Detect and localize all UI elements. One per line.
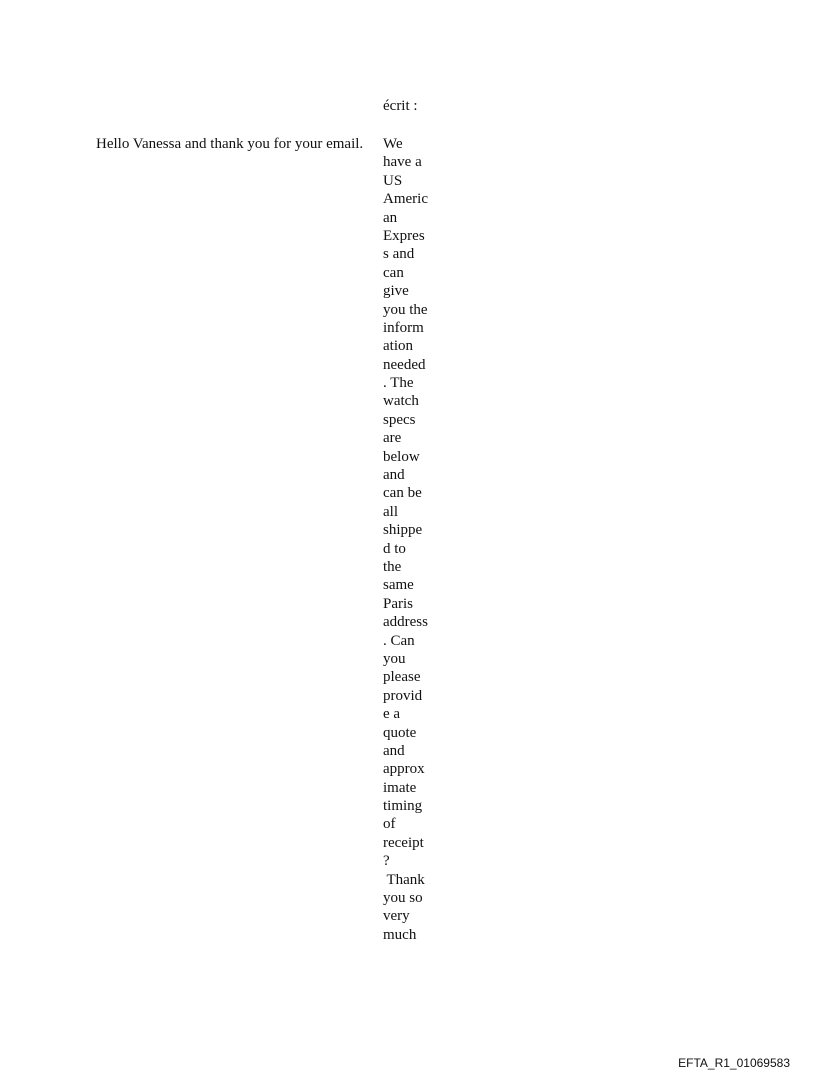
email-body-line: s and [383,246,415,263]
email-body-line: ation [383,338,413,355]
email-body-line: you [383,650,406,667]
email-body-line: timing [383,798,423,815]
email-body-line: shippe [383,522,423,539]
email-body-line: ? [383,853,390,870]
email-body-line: all [383,503,398,520]
email-body-line: inform [383,319,424,336]
email-body-line: Expres [383,227,425,244]
document-id-footer: EFTA_R1_01069583 [678,1056,790,1070]
email-body-line: have a [383,154,422,171]
email-body-line: same [383,577,414,594]
email-body-line: quote [383,724,417,741]
email-body-line: are [383,430,402,447]
email-body-line: please [383,669,421,686]
email-body-line: Paris [383,595,413,612]
email-body-line: address [383,614,428,631]
email-body-line: . The [383,375,414,392]
email-body-line: needed [383,356,426,373]
email-body-line: approx [383,761,425,778]
email-body-line: the [383,558,402,575]
email-body-line: provid [383,687,423,704]
email-body-line: of [383,816,396,833]
email-body-column [383,135,443,944]
email-body-line: you the [383,301,428,318]
email-body-line: much [383,926,417,943]
email-body-line: We [383,136,403,152]
email-body-line: an [383,209,398,226]
email-body-line: Americ [383,191,428,208]
email-body-line: and [383,742,405,759]
email-body-line: below [383,448,420,465]
email-body-line: d to [383,540,406,557]
email-body-line: receipt [383,834,424,851]
email-body-line: imate [383,779,417,796]
email-body-line: US [383,172,403,189]
email-body-line: Thank [383,871,425,888]
email-body-line: can [383,264,404,281]
email-greeting: Hello Vanessa and thank you for your email. [96,136,364,152]
email-body-line: you so [383,890,423,907]
email-body-line: can be [383,485,422,502]
email-body-line: watch [383,393,419,410]
email-body-line: give [383,283,409,300]
email-body-line: very [383,908,410,925]
quoted-header-ecrit: écrit : [383,98,418,114]
email-body-line: specs [383,411,416,428]
email-body-line: and [383,467,405,484]
email-body-line: e a [383,706,401,723]
email-body-line: . Can [383,632,415,649]
